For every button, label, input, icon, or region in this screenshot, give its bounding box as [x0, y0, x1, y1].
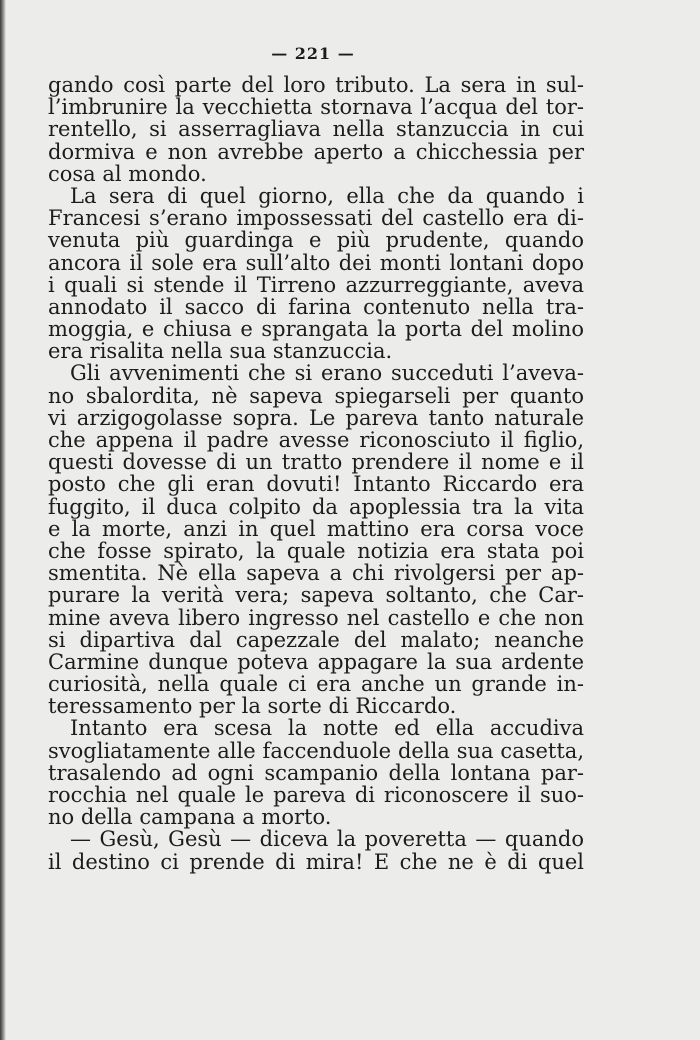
text-line: — Gesù, Gesù — diceva la poveretta — quando — [70, 827, 584, 852]
text-line: curiosità, nella quale ci era anche un grande in- — [48, 672, 584, 697]
body-text — [48, 74, 584, 873]
text-line: cosa al mondo. — [48, 161, 207, 186]
text-line: posto che gli eran dovuti! Intanto Riccardo era — [48, 472, 584, 497]
text-line: il destino ci prende di mira! E che ne è di quel — [48, 849, 584, 874]
text-line: che appena il padre avesse riconosciuto il figlio, — [48, 428, 584, 452]
text-line: e la morte, anzi in quel mattino era corsa voce — [48, 516, 584, 541]
text-line: rocchia nel quale le pareva di riconoscere il suo- — [48, 783, 584, 807]
text-line: annodato il sacco di farina contenuto nella tra- — [48, 294, 584, 319]
text-line: purare la verità vera; sapeva soltanto, che Car- — [48, 583, 584, 608]
text-line: smentita. Nè ella sapeva a chi rivolgersi per ap- — [48, 561, 584, 586]
text-line: no sbalordita, nè sapeva spiegarseli per quanto — [48, 383, 584, 408]
text-line: La sera di quel giorno, ella che da quando i — [70, 183, 584, 208]
text-line: teressamento per la sorte di Riccardo. — [48, 694, 457, 719]
text-line: si dipartiva dal capezzale del malato; neanche — [48, 627, 584, 652]
text-line: Gli avvenimenti che si erano succeduti l’aveva- — [70, 361, 584, 386]
text-line: che fosse spirato, la quale notizia era stata poi — [48, 538, 584, 563]
text-line: fuggito, il duca colpito da apoplessia tra la vita — [48, 494, 584, 519]
text-line: rentello, si asserragliava nella stanzuccia in cui — [48, 117, 584, 142]
text-line: questi dovesse di un tratto prendere il nome e il — [48, 450, 584, 475]
text-line: moggia, e chiusa e sprangata la porta del molino — [48, 317, 584, 342]
text-line: gando così parte del loro tributo. La sera in sul- — [48, 73, 584, 97]
text-line: ancora il sole era sull’alto dei monti lontani dopo — [48, 250, 584, 275]
text-line: Carmine dunque poteva appagare la sua ardente — [48, 649, 584, 674]
text-line: Francesi s’erano impossessati del castello era di- — [48, 206, 584, 231]
text-line: venuta più guardinga e più prudente, quando — [48, 228, 584, 253]
text-line: trasalendo ad ogni scampanio della lontana par- — [48, 760, 584, 785]
text-line: i quali si stende il Tirreno azzurreggiante, aveva — [48, 272, 584, 297]
page-number: — 221 — — [271, 44, 355, 63]
text-line: Intanto era scesa la notte ed ella accudiva — [70, 716, 584, 741]
text-line: era risalita nella sua stanzuccia. — [48, 339, 393, 364]
text-line: mine aveva libero ingresso nel castello e che non — [48, 605, 584, 630]
text-line: dormiva e non avrebbe aperto a chicchessia per — [48, 139, 584, 164]
text-line: l’imbrunire la vecchietta stornava l’acqua del tor- — [48, 95, 584, 120]
page-edge-shadow — [0, 0, 6, 1040]
text-line: no della campana a morto. — [48, 805, 332, 830]
text-line: vi arzigogolasse sopra. Le pareva tanto naturale — [48, 405, 584, 430]
text-line: svogliatamente alle faccenduole della sua casetta, — [48, 738, 584, 763]
